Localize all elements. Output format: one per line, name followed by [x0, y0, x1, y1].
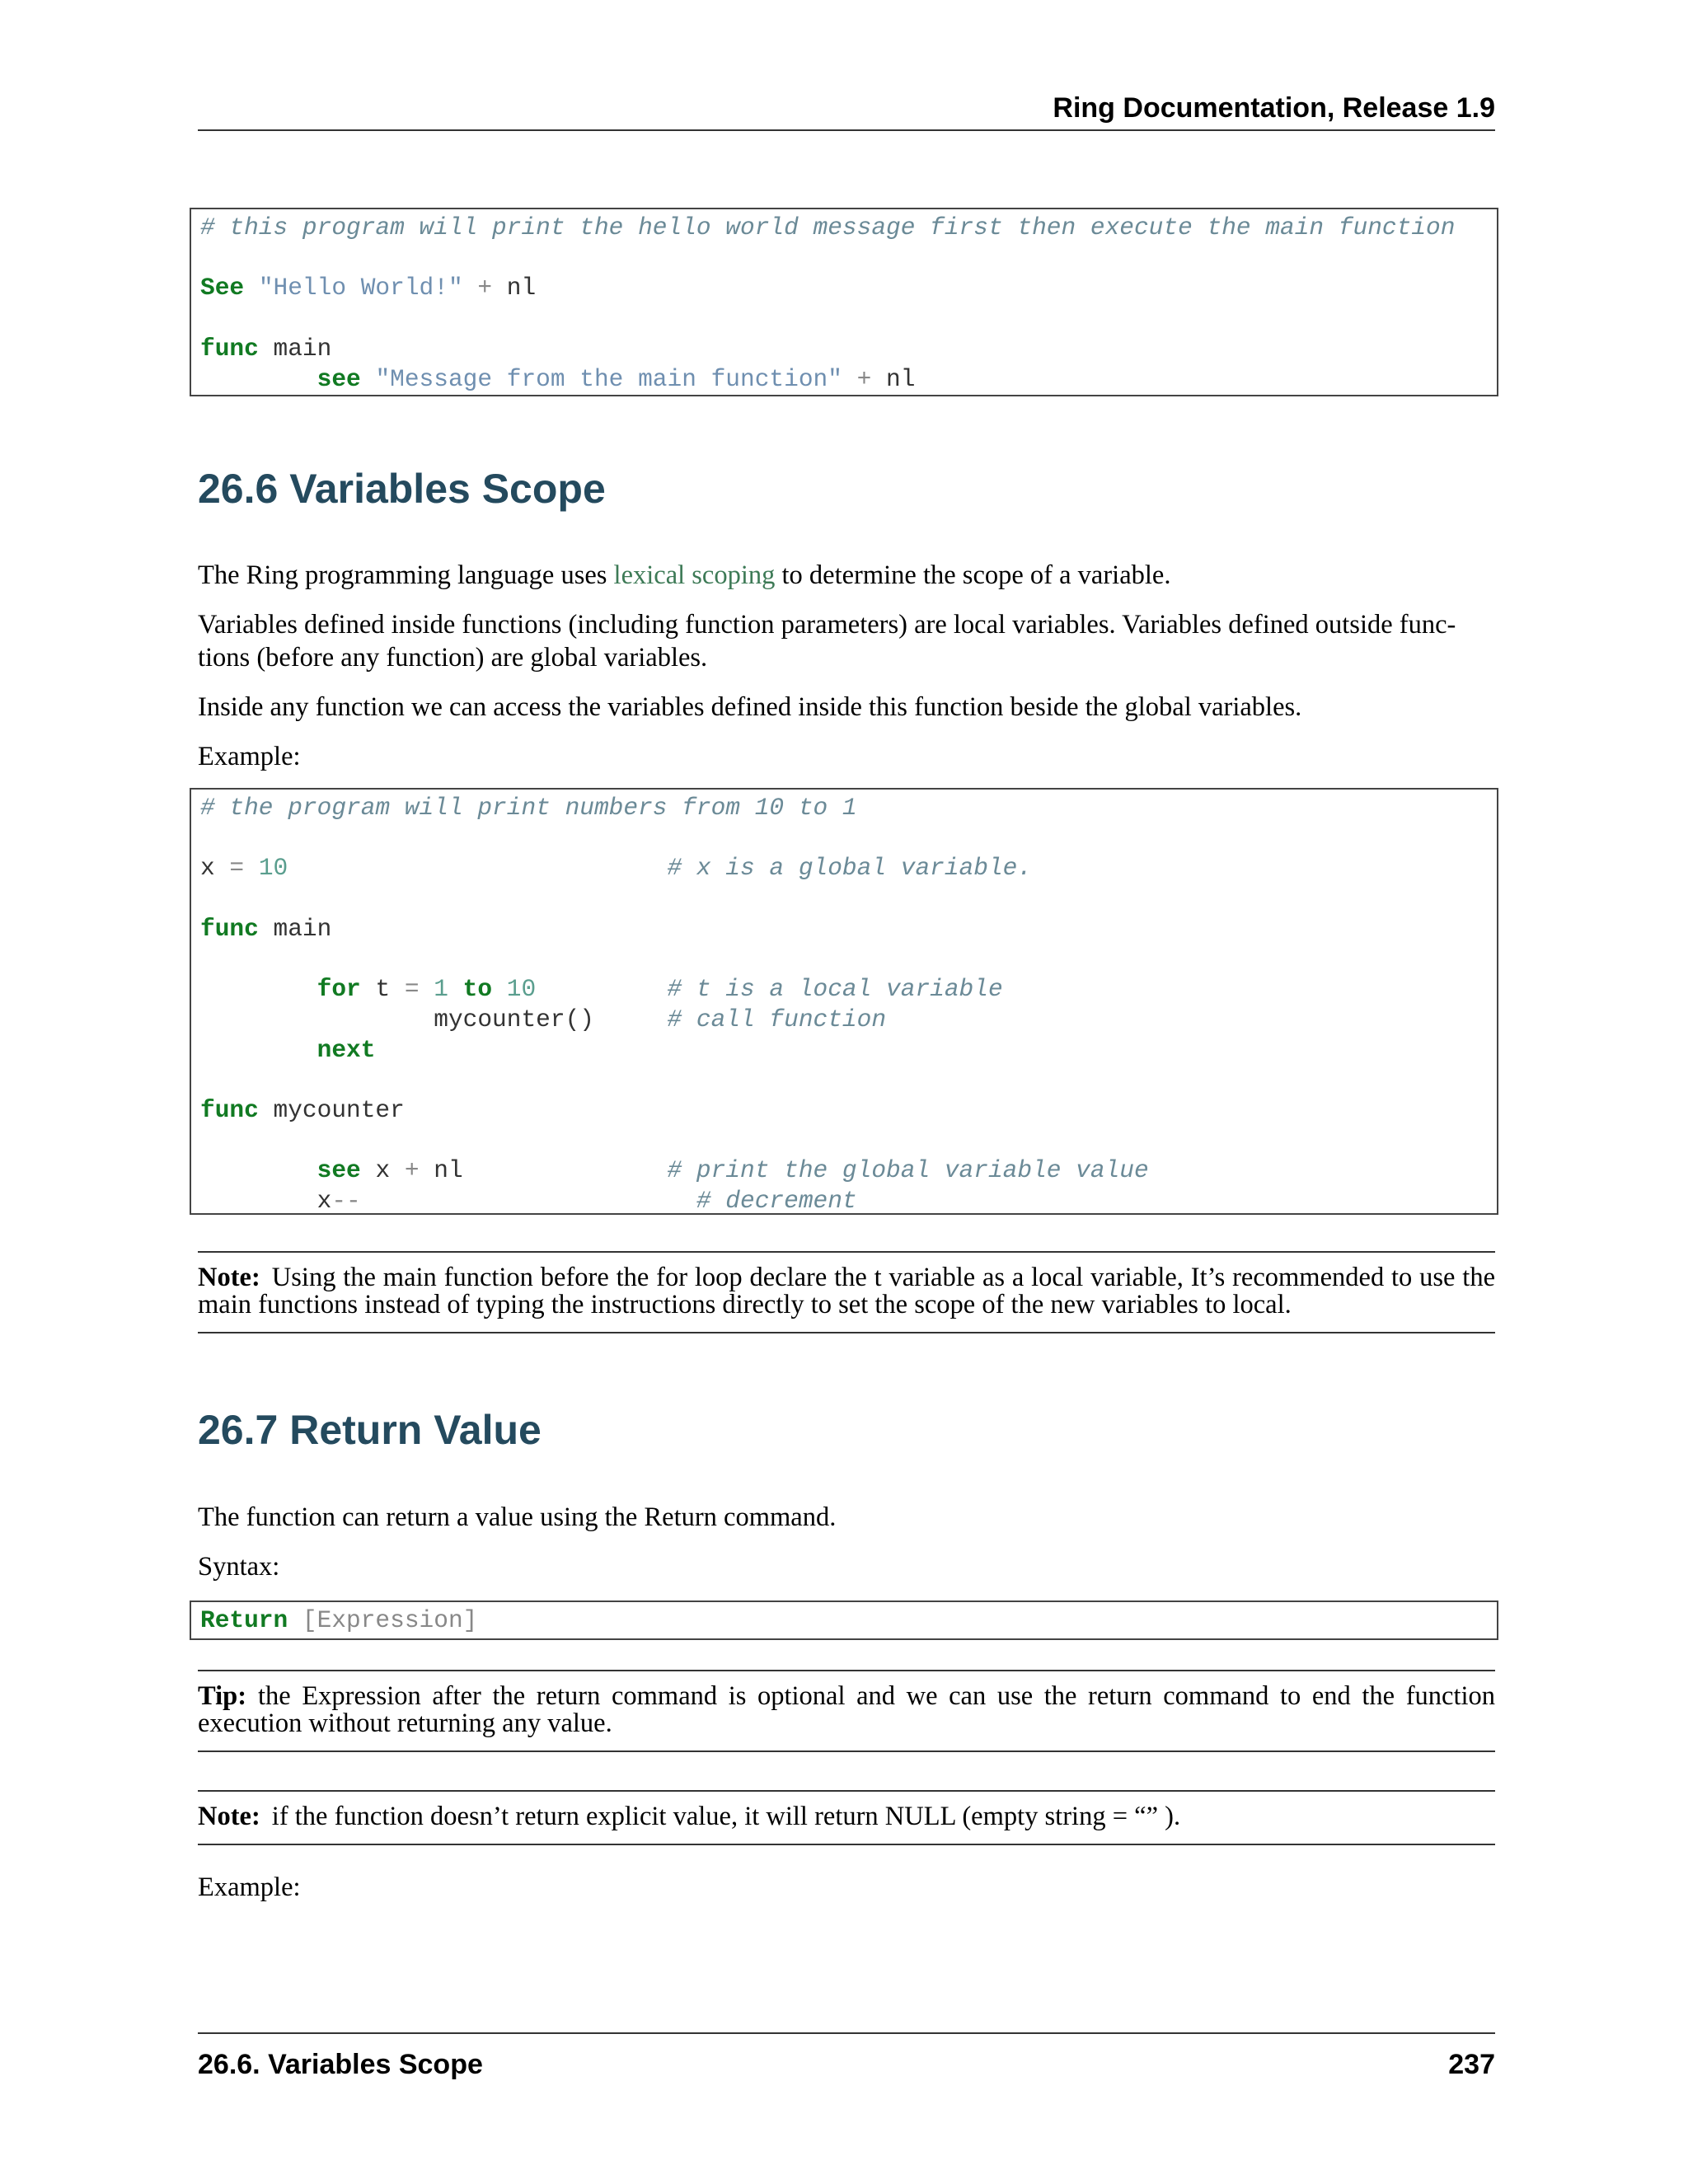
tip-text: the Expression after the return command is optional and we can use the return command to end the function execution without returning any value.	[198, 1681, 1495, 1738]
code-comment: # decrement	[696, 1187, 857, 1215]
running-header: Ring Documentation, Release 1.9	[1053, 92, 1495, 124]
code-identifier: t	[375, 975, 391, 1004]
code-comment: # the program will print numbers from 10 to 1	[200, 794, 857, 822]
header-rule	[198, 129, 1495, 131]
paragraph: Example:	[198, 1872, 301, 1902]
code-keyword: see	[316, 1156, 361, 1185]
paragraph-text: to determine the scope of a variable.	[775, 560, 1171, 590]
code-string: "Message from the main function"	[375, 364, 842, 393]
code-block-scope	[190, 788, 1498, 1215]
paragraph: Variables defined inside functions (including function parameters) are local variables. Variables defined outside func- tions (before any function) are global variables.	[198, 610, 1456, 673]
paragraph: Example:	[198, 742, 301, 771]
paragraph: Syntax:	[198, 1552, 280, 1582]
note-admonition	[198, 1790, 1495, 1845]
tip-admonition	[198, 1670, 1495, 1752]
footer-rule	[198, 2032, 1495, 2034]
code-operator: =	[229, 854, 245, 883]
code-comment: # print the global variable value	[667, 1156, 1149, 1185]
section-heading-return-value: 26.7 Return Value	[198, 1407, 542, 1453]
footer-section-title: 26.6. Variables Scope	[198, 2049, 483, 2080]
code-keyword: for	[316, 975, 361, 1004]
code-identifier: x	[375, 1156, 391, 1185]
code-keyword: func	[200, 914, 259, 943]
code-operator: =	[404, 975, 420, 1004]
section-heading-variables-scope: 26.6 Variables Scope	[198, 466, 606, 512]
code-keyword: See	[200, 274, 245, 302]
note-text: Using the main function before the for loop declare the t variable as a local variable, It’s recommended to use the main functions instead of typing the instructions directly to set the scope of the new variables to local.	[198, 1263, 1495, 1319]
code-string: "Hello World!"	[258, 274, 463, 302]
code-block-hello	[190, 208, 1498, 396]
code-comment: # t is a local variable	[667, 975, 1003, 1004]
code-operator: +	[404, 1156, 420, 1185]
code-identifier: main	[273, 914, 332, 943]
code-comment: # call function	[667, 1005, 887, 1033]
code-comment: # this program will print the hello world message first then execute the main function	[200, 213, 1456, 241]
code-identifier: main	[273, 334, 332, 363]
code-keyword: see	[316, 364, 361, 393]
paragraph	[198, 559, 1495, 592]
paragraph: Inside any function we can access the variables defined inside this function beside the global variables.	[198, 692, 1302, 722]
lexical-scoping-link[interactable]: lexical scoping	[613, 560, 776, 590]
code-keyword: to	[462, 975, 493, 1004]
note-label: Note:	[198, 1802, 260, 1831]
code-identifier: nl	[506, 274, 537, 302]
tip-label: Tip:	[198, 1681, 247, 1711]
paragraph: The function can return a value using the Return command.	[198, 1502, 837, 1532]
code-keyword: Return	[200, 1606, 288, 1634]
note-label: Note:	[198, 1263, 260, 1292]
page-number: 237	[1448, 2049, 1495, 2080]
code-identifier: mycounter	[273, 1096, 405, 1125]
code-keyword: func	[200, 334, 259, 363]
code-identifier: x	[316, 1187, 332, 1215]
code-identifier: nl	[434, 1156, 463, 1185]
code-comment: # x is a global variable.	[667, 854, 1033, 883]
paragraph-text: The Ring programming language uses	[198, 560, 614, 590]
code-operator: --	[331, 1187, 361, 1215]
code-operator: +	[477, 274, 493, 302]
code-number: 10	[506, 975, 537, 1004]
code-keyword: next	[316, 1035, 376, 1064]
code-identifier: nl	[886, 364, 916, 393]
code-argument: [Expression]	[302, 1606, 478, 1634]
code-identifier: x	[200, 854, 215, 883]
code-number: 10	[258, 854, 288, 883]
note-admonition	[198, 1251, 1495, 1333]
code-block-syntax	[190, 1601, 1498, 1640]
code-identifier: mycounter()	[434, 1005, 594, 1033]
code-number: 1	[434, 975, 448, 1004]
note-text: if the function doesn’t return explicit value, it will return NULL (empty string = “” ).	[271, 1802, 1181, 1831]
code-operator: +	[856, 364, 872, 393]
code-keyword: func	[200, 1096, 259, 1125]
